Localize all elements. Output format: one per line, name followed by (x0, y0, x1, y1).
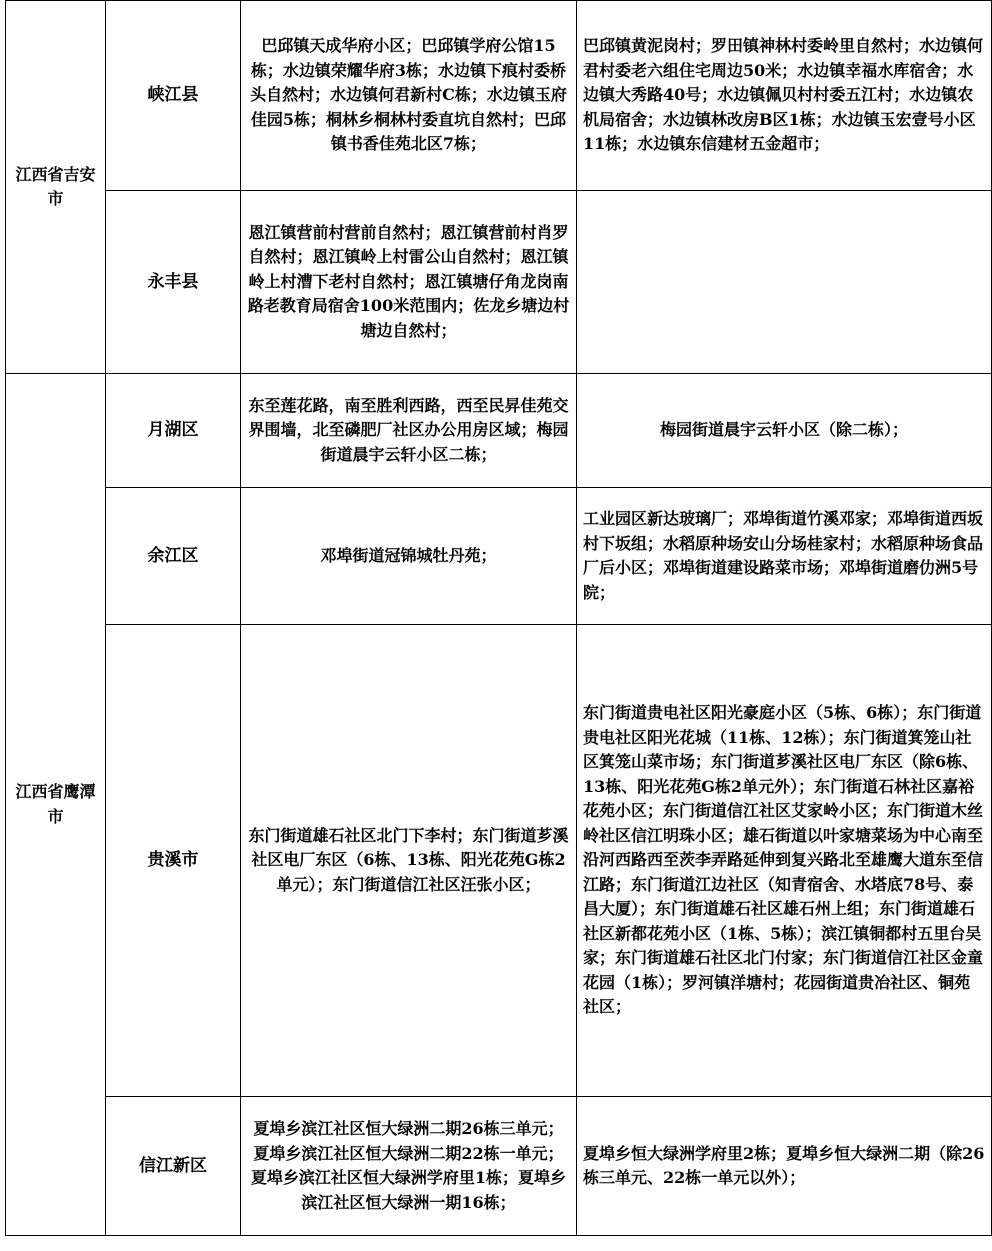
table-row (6, 1097, 992, 1236)
area-list-cell: 东门街道雄石社区北门下李村；东门街道芗溪社区电厂东区（6栋、13栋、阳光花苑G栋2单元）；东门街道信江社区汪张小区； (241, 625, 577, 1097)
area-list-cell: 梅园街道晨宇云轩小区（除二栋）； (577, 374, 992, 488)
table-row (6, 488, 992, 625)
area-list-cell: 恩江镇营前村营前自然村；恩江镇营前村肖罗自然村；恩江镇岭上村雷公山自然村；恩江镇岭上村漕下老村自然村；恩江镇塘仔角龙岗南路老教育局宿舍100米范围内；佐龙乡塘边村塘边自然村； (241, 191, 577, 374)
area-list-cell: 东门街道贵电社区阳光豪庭小区（5栋、6栋）；东门街道贵电社区阳光花城（11栋、12栋）；东门街道箕笼山社区箕笼山菜市场；东门街道芗溪社区电厂东区（除6栋、13栋、阳光花苑G栋2单元外）；东门街道石林社区嘉裕花苑小区；东门街道信江社区艾家岭小区；东门街道木丝岭社区信江明珠小区；雄石街道以叶家塘菜场为中心南至沿河西路西至茨李弄路延伸到复兴路北至雄鹰大道东至信江路；东门街道江边社区（知青宿舍、水塔底78号、泰昌大厦）；东门街道雄石社区雄石州上组；东门街道雄石社区新都花苑小区（1栋、5栋）；滨江镇铜都村五里台吴家；东门街道雄石社区北门付家；东门街道信江社区金童花园（1栋）；罗河镇洋塘村；花园街道贵冶社区、铜苑社区； (577, 625, 992, 1097)
area-list-cell: 东至莲花路，南至胜利西路，西至民昇佳苑交界围墙，北至磷肥厂社区办公用房区域；梅园街道晨宇云轩小区二栋； (241, 374, 577, 488)
table-row (6, 374, 992, 488)
area-list-cell: 巴邱镇黄泥岗村；罗田镇神林村委岭里自然村；水边镇何君村委老六组住宅周边50米；水边镇幸福水库宿舍；水边镇大秀路40号；水边镇佩贝村村委五江村；水边镇农机局宿舍；水边镇林改房B区1栋；水边镇玉宏壹号小区11栋；水边镇东信建材五金超市； (577, 1, 992, 191)
county-cell: 永丰县 (106, 191, 241, 374)
area-list-cell: 工业园区新达玻璃厂；邓埠街道竹溪邓家；邓埠街道西坂村下坂组；水稻原种场安山分场桂家村；水稻原种场食品厂后小区；邓埠街道建设路菜市场；邓埠街道磨仂洲5号院； (577, 488, 992, 625)
county-cell: 贵溪市 (106, 625, 241, 1097)
table-row (6, 1, 992, 191)
county-cell: 峡江县 (106, 1, 241, 191)
risk-area-table (5, 0, 992, 1236)
city-cell: 江西省鹰潭市 (6, 374, 106, 1236)
area-list-cell: 夏埠乡恒大绿洲学府里2栋；夏埠乡恒大绿洲二期（除26栋三单元、22栋一单元以外）； (577, 1097, 992, 1236)
area-list-cell: 巴邱镇天成华府小区；巴邱镇学府公馆15栋；水边镇荣耀华府3栋；水边镇下痕村委桥头自然村；水边镇何君新村C栋；水边镇玉府佳园5栋；桐林乡桐林村委直坑自然村；巴邱镇书香佳苑北区7栋； (241, 1, 577, 191)
area-list-cell: 夏埠乡滨江社区恒大绿洲二期26栋三单元；夏埠乡滨江社区恒大绿洲二期22栋一单元；夏埠乡滨江社区恒大绿洲学府里1栋；夏埠乡滨江社区恒大绿洲一期16栋； (241, 1097, 577, 1236)
county-cell: 余江区 (106, 488, 241, 625)
city-cell: 江西省吉安市 (6, 1, 106, 374)
county-cell: 月湖区 (106, 374, 241, 488)
area-list-cell: 邓埠街道冠锦城牡丹苑； (241, 488, 577, 625)
county-cell: 信江新区 (106, 1097, 241, 1236)
table-row (6, 625, 992, 1097)
table-row (6, 191, 992, 374)
area-list-cell (577, 191, 992, 374)
